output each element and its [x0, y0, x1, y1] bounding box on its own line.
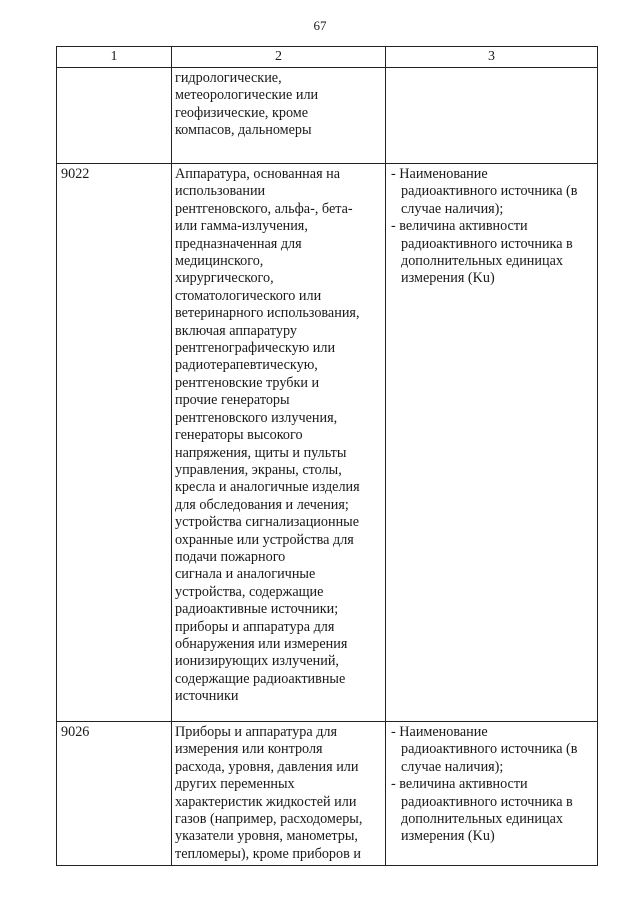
description-line: геофизические, кроме [175, 104, 309, 121]
requirement-line: дополнительных единицах [401, 811, 563, 828]
description-line: устройства сигнализационные [175, 514, 359, 531]
description-line: расхода, уровня, давления или [175, 758, 359, 775]
description-line: Аппаратура, основанная на [175, 166, 341, 182]
description-line: характеристик жидкостей или [175, 793, 357, 810]
requirement-line: измерения (Ku) [401, 270, 495, 287]
description-line: стоматологического или [175, 287, 322, 304]
description-line: для обследования и лечения; [175, 496, 349, 513]
description-line: генераторы высокого [175, 427, 303, 444]
header-row [57, 47, 598, 68]
customs-table [56, 46, 598, 866]
requirement-item [391, 218, 592, 288]
description-line: хирургического, [175, 270, 274, 287]
requirement-line: случае наличия); [401, 758, 504, 775]
description-line: ионизирующих излучений, [175, 653, 339, 670]
description-line: приборы и аппаратура для [175, 618, 335, 635]
table-row [57, 164, 598, 722]
requirement-line: измерения (Ku) [401, 828, 495, 845]
requirement-line: - Наименование [391, 166, 488, 182]
requirement-line: радиоактивного источника в [401, 793, 573, 810]
description-line: радиоактивные источники; [175, 601, 339, 618]
description-cell [172, 164, 386, 722]
requirement-line: - Наименование [391, 724, 488, 740]
description-line: сигнала и аналогичные [175, 566, 316, 583]
requirement-line: дополнительных единицах [401, 253, 563, 270]
description-line: рентгеновского, альфа-, бета- [175, 200, 353, 217]
requirements-cell [386, 722, 598, 866]
description-line: управления, экраны, столы, [175, 461, 342, 478]
requirements-cell [386, 68, 598, 164]
requirement-item [391, 776, 592, 846]
description-line: медицинского, [175, 253, 264, 270]
description-cell [172, 68, 386, 164]
description-line: других переменных [175, 776, 295, 793]
description-line: рентгеновские трубки и [175, 374, 320, 391]
code-cell: 9026 [57, 722, 172, 866]
description-line: ветеринарного использования, [175, 305, 360, 322]
requirement-line: - величина активности [391, 218, 528, 235]
description-line: кресла и аналогичные изделия [175, 479, 360, 496]
code-cell: 9022 [57, 164, 172, 722]
column-header-3: 3 [386, 47, 598, 68]
description-line: или гамма-излучения, [175, 218, 308, 235]
description-line: измерения или контроля [175, 741, 323, 758]
description-line: использовании [175, 183, 266, 200]
description-line: устройства, содержащие [175, 583, 324, 600]
description-line: Приборы и аппаратура для [175, 724, 338, 740]
description-line: радиотерапевтическую, [175, 357, 318, 374]
requirement-item [391, 166, 592, 218]
description-line: компасов, дальномеры [175, 122, 312, 139]
requirement-line: радиоактивного источника (в [401, 741, 578, 758]
requirement-line: случае наличия); [401, 200, 504, 217]
description-line: тепломеры), кроме приборов и [175, 845, 361, 862]
table-row [57, 68, 598, 164]
requirement-line: - величина активности [391, 776, 528, 793]
page-number: 67 [313, 18, 327, 33]
description-cell [172, 722, 386, 866]
requirement-item [391, 724, 592, 776]
description-line: подачи пожарного [175, 548, 286, 565]
column-header-1: 1 [57, 47, 172, 68]
description-line: обнаружения или измерения [175, 635, 348, 652]
code-cell [57, 68, 172, 164]
description-line: указатели уровня, манометры, [175, 828, 358, 845]
description-line: гидрологические, [175, 70, 282, 86]
column-header-2: 2 [172, 47, 386, 68]
description-line: источники [175, 688, 239, 705]
description-line: рентгенографическую или [175, 340, 336, 357]
description-line: охранные или устройства для [175, 531, 354, 548]
requirements-cell [386, 164, 598, 722]
description-line: включая аппаратуру [175, 322, 297, 339]
description-line: содержащие радиоактивные [175, 670, 346, 687]
description-line: предназначенная для [175, 235, 302, 252]
description-line: напряжения, щиты и пульты [175, 444, 347, 461]
description-line: рентгеновского излучения, [175, 409, 338, 426]
requirement-line: радиоактивного источника (в [401, 183, 578, 200]
table-row [57, 722, 598, 866]
description-line: прочие генераторы [175, 392, 290, 409]
description-line: газов (например, расходомеры, [175, 811, 363, 828]
description-line: метеорологические или [175, 87, 319, 104]
requirement-line: радиоактивного источника в [401, 235, 573, 252]
